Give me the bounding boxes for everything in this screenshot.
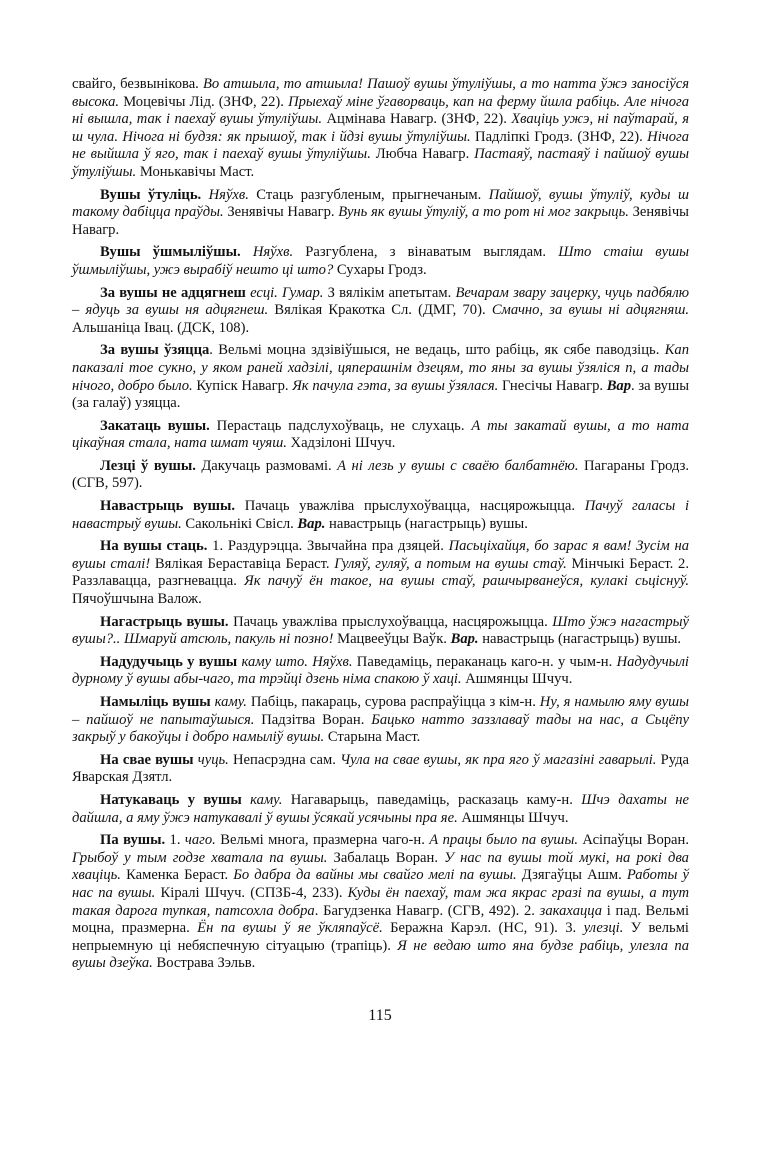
- entry-text: Паведаміць, пераканаць каго-н. у чым-н.: [352, 653, 617, 670]
- example-text: Во атшыла, то атшыла! Пашоў вушы ўтуліўшы, а то натта ўжэ заносіўся высока.: [72, 76, 689, 110]
- entry-text: Зенявічы Навагр.: [223, 204, 339, 221]
- example-text: Гуляў, гуляў, а потым на вушы стаў.: [334, 555, 567, 572]
- example-text: Што ўжэ нагастрыў вушы?.. Шмаруй атсюль, пакуль ні позно!: [72, 613, 689, 648]
- example-text: Пастаяў, пастаяў і пайшоў вушы ўтуліўшы.: [72, 146, 689, 180]
- example-text: Хваціць ужэ, ні паўтарай, я ш чула. Нічога ні будзя: як прышоў, так і йдзі вушы ўтуліўшы.: [72, 111, 689, 145]
- dictionary-entry: [72, 752, 689, 787]
- entry-text: Альшаніца Івац. (ДСК, 108).: [72, 319, 250, 336]
- entry-headword: Па вушы.: [100, 832, 166, 849]
- entry-text: Руда Яварская Дзятл.: [72, 751, 689, 786]
- entry-text: Нагаварыць, паведаміць, расказаць каму-н.: [282, 791, 582, 808]
- entry-text: Вялікая Бераставіца Берaст.: [150, 555, 335, 572]
- example-text: Як пачуў ён такое, на вушы стаў, рашчырванеўся, кулакі сьціснуў.: [244, 573, 690, 590]
- entry-text: Ашмянцы Шчуч.: [461, 671, 573, 688]
- entry-text: Ацмінава Навагр. (ЗНФ, 22).: [322, 111, 512, 128]
- entry-text: Пабіць, пакараць, сурова распраўіцца з кім-н.: [246, 694, 540, 710]
- example-text: каму.: [250, 791, 283, 808]
- entry-text: [242, 792, 250, 808]
- page-number: 115: [368, 1007, 392, 1024]
- entry-text: Вострава Зэльв.: [152, 955, 256, 972]
- entry-text: Вялікая Кракотка Сл. (ДМГ, 70).: [268, 302, 492, 319]
- entry-headword: Навастрыць вушы.: [100, 498, 236, 515]
- variant-label: Вар.: [297, 515, 326, 532]
- entry-text: Дакучаць размовамі.: [195, 457, 338, 474]
- entry-headword: За вушы не адцягнеш: [100, 284, 246, 301]
- variant-label: Вар: [606, 377, 632, 394]
- example-text: Вунь як вушы ўтуліў, а то рот ні мог закрыць.: [338, 204, 629, 221]
- entry-text: Стаць разгубленым, прыгнечаным.: [248, 186, 489, 203]
- entry-headword: Нагастрыць вушы.: [100, 613, 229, 630]
- entry-text: 1. Раздурэцца. Звычайна пра дзяцей.: [207, 538, 449, 555]
- entry-text: Пагараны Гродз. (СГВ, 597).: [72, 457, 690, 492]
- example-text: Надудучылі дурному ў вушы абы-чаго, та трэйці дзень німа спакою ў хаці.: [72, 653, 689, 688]
- dictionary-entry: [72, 458, 689, 493]
- example-text: чуць.: [197, 751, 229, 768]
- example-text: Ён па вушы ў яе ўкляпаўсё.: [197, 920, 383, 937]
- example-text: улезці.: [583, 920, 624, 937]
- example-text: Вечарам звару зацерку, чуць падбялю – ядуць за вушы ня адцягнеш.: [72, 284, 689, 319]
- example-text: Пасьціхайця, бо зарас я вам! Зусім на вушы сталі!: [72, 538, 689, 572]
- entry-text: Беражна Карэл. (НС, 91). 3.: [382, 920, 584, 937]
- dictionary-entry: [72, 418, 689, 453]
- example-text: Што стаіш вушы ўшмыліўшы, ужэ вырабіў нешто ці што?: [72, 244, 689, 278]
- example-text: закахацца: [539, 902, 603, 919]
- entry-headword: Лезці ў вушы.: [100, 457, 196, 474]
- entry-text: Моцевічы Лід. (ЗНФ, 22).: [119, 93, 289, 110]
- entry-text: Гнесічы Навагр.: [498, 377, 607, 394]
- example-text: У нас па вушы той мукі, на рокі два хваціць.: [72, 849, 689, 884]
- entry-text: Падліпкі Гродз. (ЗНФ, 22).: [470, 128, 648, 145]
- example-text: Пайшоў, вушы ўтуліў, куды ш такому дабіцца праўды.: [72, 186, 689, 221]
- dictionary-entry: [72, 694, 689, 747]
- entry-headword: Закатаць вушы.: [100, 417, 210, 434]
- entry-text: Любча Навагр.: [370, 146, 475, 163]
- example-text: чаго.: [184, 832, 216, 849]
- entry-text: Сухары Гродз.: [333, 261, 427, 278]
- example-text: Нічога не выйшла ў яго, так і паехаў вушы ўтуліўшы.: [72, 128, 689, 163]
- variant-label: Вар.: [450, 631, 479, 648]
- entry-text: Зенявічы Навагр.: [72, 204, 689, 238]
- entry-text: навастрыць (нагастрыць) вушы.: [478, 631, 682, 648]
- dictionary-entry: [72, 244, 689, 279]
- entry-text: Мацвееўцы Ваўк.: [333, 631, 451, 648]
- entry-headword: За вушы ўзяцца: [100, 342, 210, 359]
- entry-text: У вельмі непрыемную ці небяспечную сітуацыю (трапіць).: [72, 920, 689, 954]
- entry-text: Асіпаўцы Воран.: [577, 832, 689, 849]
- entry-text: Купіск Навагр.: [192, 377, 293, 394]
- entry-text: Перастаць падслухоўваць, не слухаць.: [209, 417, 472, 434]
- example-text: каму што. Няўхв.: [241, 653, 353, 670]
- example-text: Работы ў нас па вушы.: [72, 867, 689, 901]
- dictionary-entry: [72, 187, 689, 240]
- entry-text: 1.: [165, 832, 185, 849]
- entry-text: Забалаць Воран.: [327, 849, 445, 866]
- example-text: Няўхв.: [252, 244, 294, 261]
- example-text: А ты закатай вушы, а то ната цікаўная стала, ната шмат чуяш.: [72, 417, 689, 452]
- example-text: А ні лезь у вушы с сваёю балбатнёю.: [337, 457, 579, 474]
- entry-text: Дзягаўцы Ашм.: [516, 867, 627, 884]
- dictionary-entry: [72, 654, 689, 689]
- example-text: Кап паказалі тое сукно, у яком раней хадзілі, цяперашнім дзецям, то яны за вушы ўзяліся п, а тады нічого, добро было.: [72, 342, 689, 394]
- page-body: [72, 76, 689, 978]
- entry-headword: Намыліць вушы: [100, 694, 211, 710]
- entry-text: Сакольнікі Свісл.: [181, 515, 298, 532]
- dictionary-entry: [72, 832, 689, 973]
- example-text: Куды ён паехаў, там жа якрас гразі па вушы, а тут такая дарога тупкая, патсохла добра: [72, 884, 690, 919]
- entry-text: Падзітва Воран.: [254, 711, 372, 728]
- example-text: Няўхв.: [208, 186, 249, 203]
- entry-headword: На вушы стаць.: [100, 538, 208, 555]
- entry-text: Пачаць уважліва прыслухоўвацца, насцярожыцца.: [235, 498, 585, 515]
- entry-headword: На сваe вушы: [100, 751, 194, 768]
- example-text: Смачно, за вушы ні адцягняш.: [491, 302, 689, 319]
- example-text: А працы было па вушы.: [429, 832, 578, 849]
- entry-text: Старына Маст.: [324, 729, 421, 746]
- continued-entry-paragraph: [72, 76, 689, 182]
- entry-text: . за вушы (за галаў) узяцца.: [72, 377, 690, 412]
- example-text: Шчэ дахаты не дайшла, а яму ўжэ натукавалі ў вушы ўсякай усячыны пра яе.: [72, 791, 689, 826]
- example-text: Бацько натто заззлаваў тады на нас, а Сьцёпу закрыў у бакоўцы і добро намыліў вушы.: [72, 711, 689, 746]
- example-text: Грыбоў у тым годзе хватала па вушы.: [72, 849, 328, 866]
- entry-headword: Натукаваць у вушы: [100, 791, 242, 808]
- entry-text: Вельмі многа, празмерна чаго-н.: [215, 832, 430, 849]
- entry-text: Каменка Берaст.: [120, 867, 234, 884]
- entry-headword: Вушы ўшмыліўшы.: [100, 244, 241, 261]
- entry-text: свайго, безвынікова.: [72, 76, 203, 92]
- dictionary-entry: [72, 614, 689, 649]
- entry-text: Мінчыкі Берaст. 2. Раззлавацца, разгневацца.: [72, 555, 689, 590]
- example-text: каму.: [214, 694, 247, 710]
- dictionary-entry: [72, 285, 689, 338]
- example-text: Ну, я намылю яму вушы – пайшоў не папытаўшыся.: [72, 694, 689, 728]
- dictionary-entry: [72, 342, 689, 412]
- entry-text: [201, 187, 208, 203]
- entry-headword: Надудучыць у вушы: [100, 653, 238, 670]
- dictionary-entry: [72, 538, 689, 608]
- entry-text: Разгублена, з вінаватым выглядам.: [293, 244, 559, 261]
- entry-text: . Вельмі моцна здзівіўшыся, не ведаць, што рабіць, як сябе паводзіць.: [209, 342, 665, 359]
- entry-text: Кіралі Шчуч. (СПЗБ-4, 233).: [155, 884, 348, 901]
- entry-text: [241, 244, 253, 260]
- example-text: Чула на сваe вушы, як пра яго ў магазіні гаварылі.: [340, 751, 657, 768]
- example-text: Я не ведаю што яна будзе рабіць, улезла па вушы дзеўка.: [72, 937, 689, 972]
- entry-text: Пячоўшчына Валож.: [72, 591, 202, 608]
- example-text: Бо дабра да вайны мы свайго мелі па вушы.: [233, 867, 517, 884]
- dictionary-entry: [72, 498, 689, 533]
- entry-text: Монькавічы Маст.: [136, 163, 255, 180]
- entry-text: і пад. Вельмі моцна, празмерна.: [72, 902, 689, 937]
- entry-text: . Багудзенка Навагр. (СГВ, 492). 2.: [314, 902, 540, 919]
- example-text: есці. Гумар.: [250, 284, 324, 301]
- example-text: Пачуў галасы і навастрыў вушы.: [72, 498, 689, 532]
- entry-headword: Вушы ўтуліць.: [100, 186, 202, 203]
- entry-text: Ашмянцы Шчуч.: [457, 809, 569, 826]
- dictionary-entry: [72, 792, 689, 827]
- entry-text: навастрыць (нагастрыць) вушы.: [325, 515, 528, 532]
- entry-text: Пачаць уважліва прыслухоўвацца, насцярожыцца.: [228, 613, 553, 630]
- example-text: Прыехаў міне ўгаворваць, кап на ферму йшла рабіць. Але нічога ні вышла, так і паехаў вушы ўтуліўшы.: [72, 93, 689, 128]
- entry-text: Непасрэдна сам.: [228, 751, 341, 768]
- entry-text: Хадзілоні Шчуч.: [286, 435, 396, 452]
- example-text: Як пачула гэта, за вушы ўзялася.: [292, 377, 499, 394]
- entry-text: З вялікім апетытам.: [323, 284, 456, 301]
